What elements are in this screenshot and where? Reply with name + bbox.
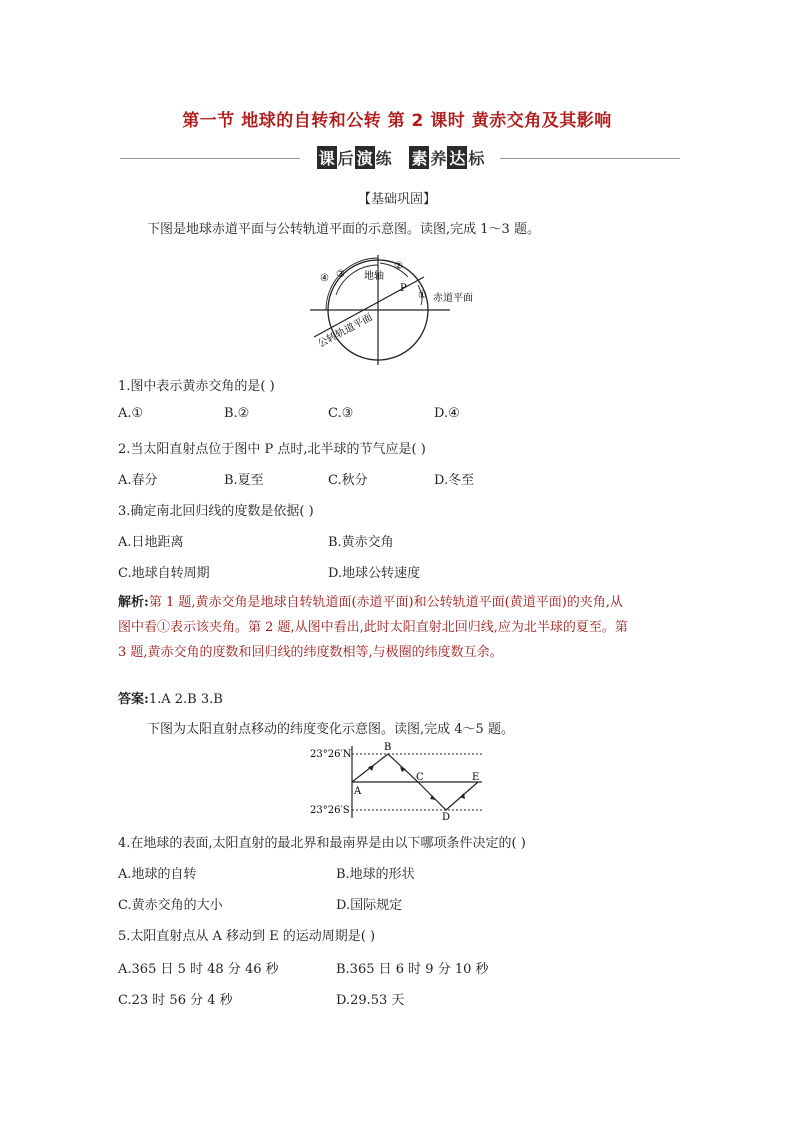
answer-text: 1.A 2.B 3.B [148,692,223,707]
figure-ecliptic-diagram [300,255,500,367]
answer-line [118,688,223,707]
path-arrow [368,765,374,771]
label-tropic-north: 23°26′N [310,749,352,760]
analysis-line-1: 第 1 题,黄赤交角是地球自转轨道面(赤道平面)和公转轨道平面(黄道平面)的夹角,从 [148,595,623,610]
label-angle-3: ③ [336,269,345,280]
question-5-option-b: B.365 日 6 时 9 分 10 秒 [336,962,489,977]
banner-divider-right [500,158,680,159]
question-3-option-c: C.地球自转周期 [118,566,210,581]
question-4-option-a: A.地球的自转 [118,867,197,882]
label-angle-1: ① [418,290,427,301]
question-2-option-a: A.春分 [118,473,158,488]
analysis-label: 解析: [118,595,149,610]
section-banner [120,146,680,172]
banner-char: 演 [355,146,375,169]
intro-text-2: 下图为太阳直射点移动的纬度变化示意图。读图,完成 4～5 题。 [147,722,514,737]
question-3-option-d: D.地球公转速度 [328,566,421,581]
question-1-option-a: A.① [118,406,144,421]
banner-char: 素 [409,146,429,169]
question-2-stem: 2.当太阳直射点位于图中 P 点时,北半球的节气应是( ) [118,442,426,457]
question-1-stem: 1.图中表示黄赤交角的是( ) [118,379,275,394]
question-3-stem: 3.确定南北回归线的度数是依据( ) [118,504,314,519]
question-5-option-d: D.29.53 天 [336,993,405,1008]
analysis-block [118,590,678,665]
label-equator-plane: 赤道平面 [433,293,473,304]
label-orbit-plane: 公转轨道平面 [316,312,375,351]
analysis-line-3: 3 题,黄赤交角的度数和回归线的纬度数相等,与极圈的纬度数互余。 [118,645,503,660]
banner-char: 练 [375,149,392,168]
question-2-option-d: D.冬至 [434,473,475,488]
question-4-stem: 4.在地球的表面,太阳直射的最北界和最南界是由以下哪项条件决定的( ) [118,836,526,851]
question-2-option-c: C.秋分 [328,473,368,488]
banner-char: 课 [317,146,337,169]
question-4-option-b: B.地球的形状 [336,867,415,882]
question-2-option-b: B.夏至 [224,473,264,488]
label-point-c: C [416,772,424,783]
label-earth-axis: 地轴 [364,271,384,282]
label-point-a: A [354,786,362,797]
question-3-option-b: B.黄赤交角 [328,535,394,550]
question-4-option-d: D.国际规定 [336,898,403,913]
banner-char: 达 [447,146,467,169]
path-arrow [430,795,436,800]
question-1-option-b: B.② [224,406,250,421]
banner-char: 养 [430,149,447,168]
question-1-option-c: C.③ [328,406,354,421]
label-point-e: E [472,772,480,783]
question-5-option-c: C.23 时 56 分 4 秒 [118,993,233,1008]
question-3-option-a: A.日地距离 [118,535,184,550]
section-heading: 【基础巩固】 [357,192,436,207]
banner-text [310,146,490,169]
orbit-plane-line [314,277,424,337]
question-1-option-d: D.④ [434,406,460,421]
label-angle-4: ④ [320,273,329,284]
label-angle-2: ② [394,261,403,272]
figure-subsolar-point-chart [300,740,490,822]
answer-label: 答案: [118,692,149,707]
banner-char: 后 [337,149,354,168]
banner-char: 标 [468,149,485,168]
label-point-d: D [442,812,451,822]
banner-divider-left [120,158,300,159]
label-point-b: B [384,742,392,753]
question-4-option-c: C.黄赤交角的大小 [118,898,223,913]
question-5-stem: 5.太阳直射点从 A 移动到 E 的运动周期是( ) [118,929,376,944]
analysis-line-2: 图中看①表示该夹角。第 2 题,从图中看出,此时太阳直射北回归线,应为北半球的夏至。第 [118,620,628,635]
intro-text-1: 下图是地球赤道平面与公转轨道平面的示意图。读图,完成 1～3 题。 [147,222,540,237]
label-point-p: P [400,283,407,294]
question-5-option-a: A.365 日 5 时 48 分 46 秒 [118,962,279,977]
page-title: 第一节 地球的自转和公转 第 2 课时 黄赤交角及其影响 [182,111,612,131]
label-tropic-south: 23°26′S [310,805,350,816]
